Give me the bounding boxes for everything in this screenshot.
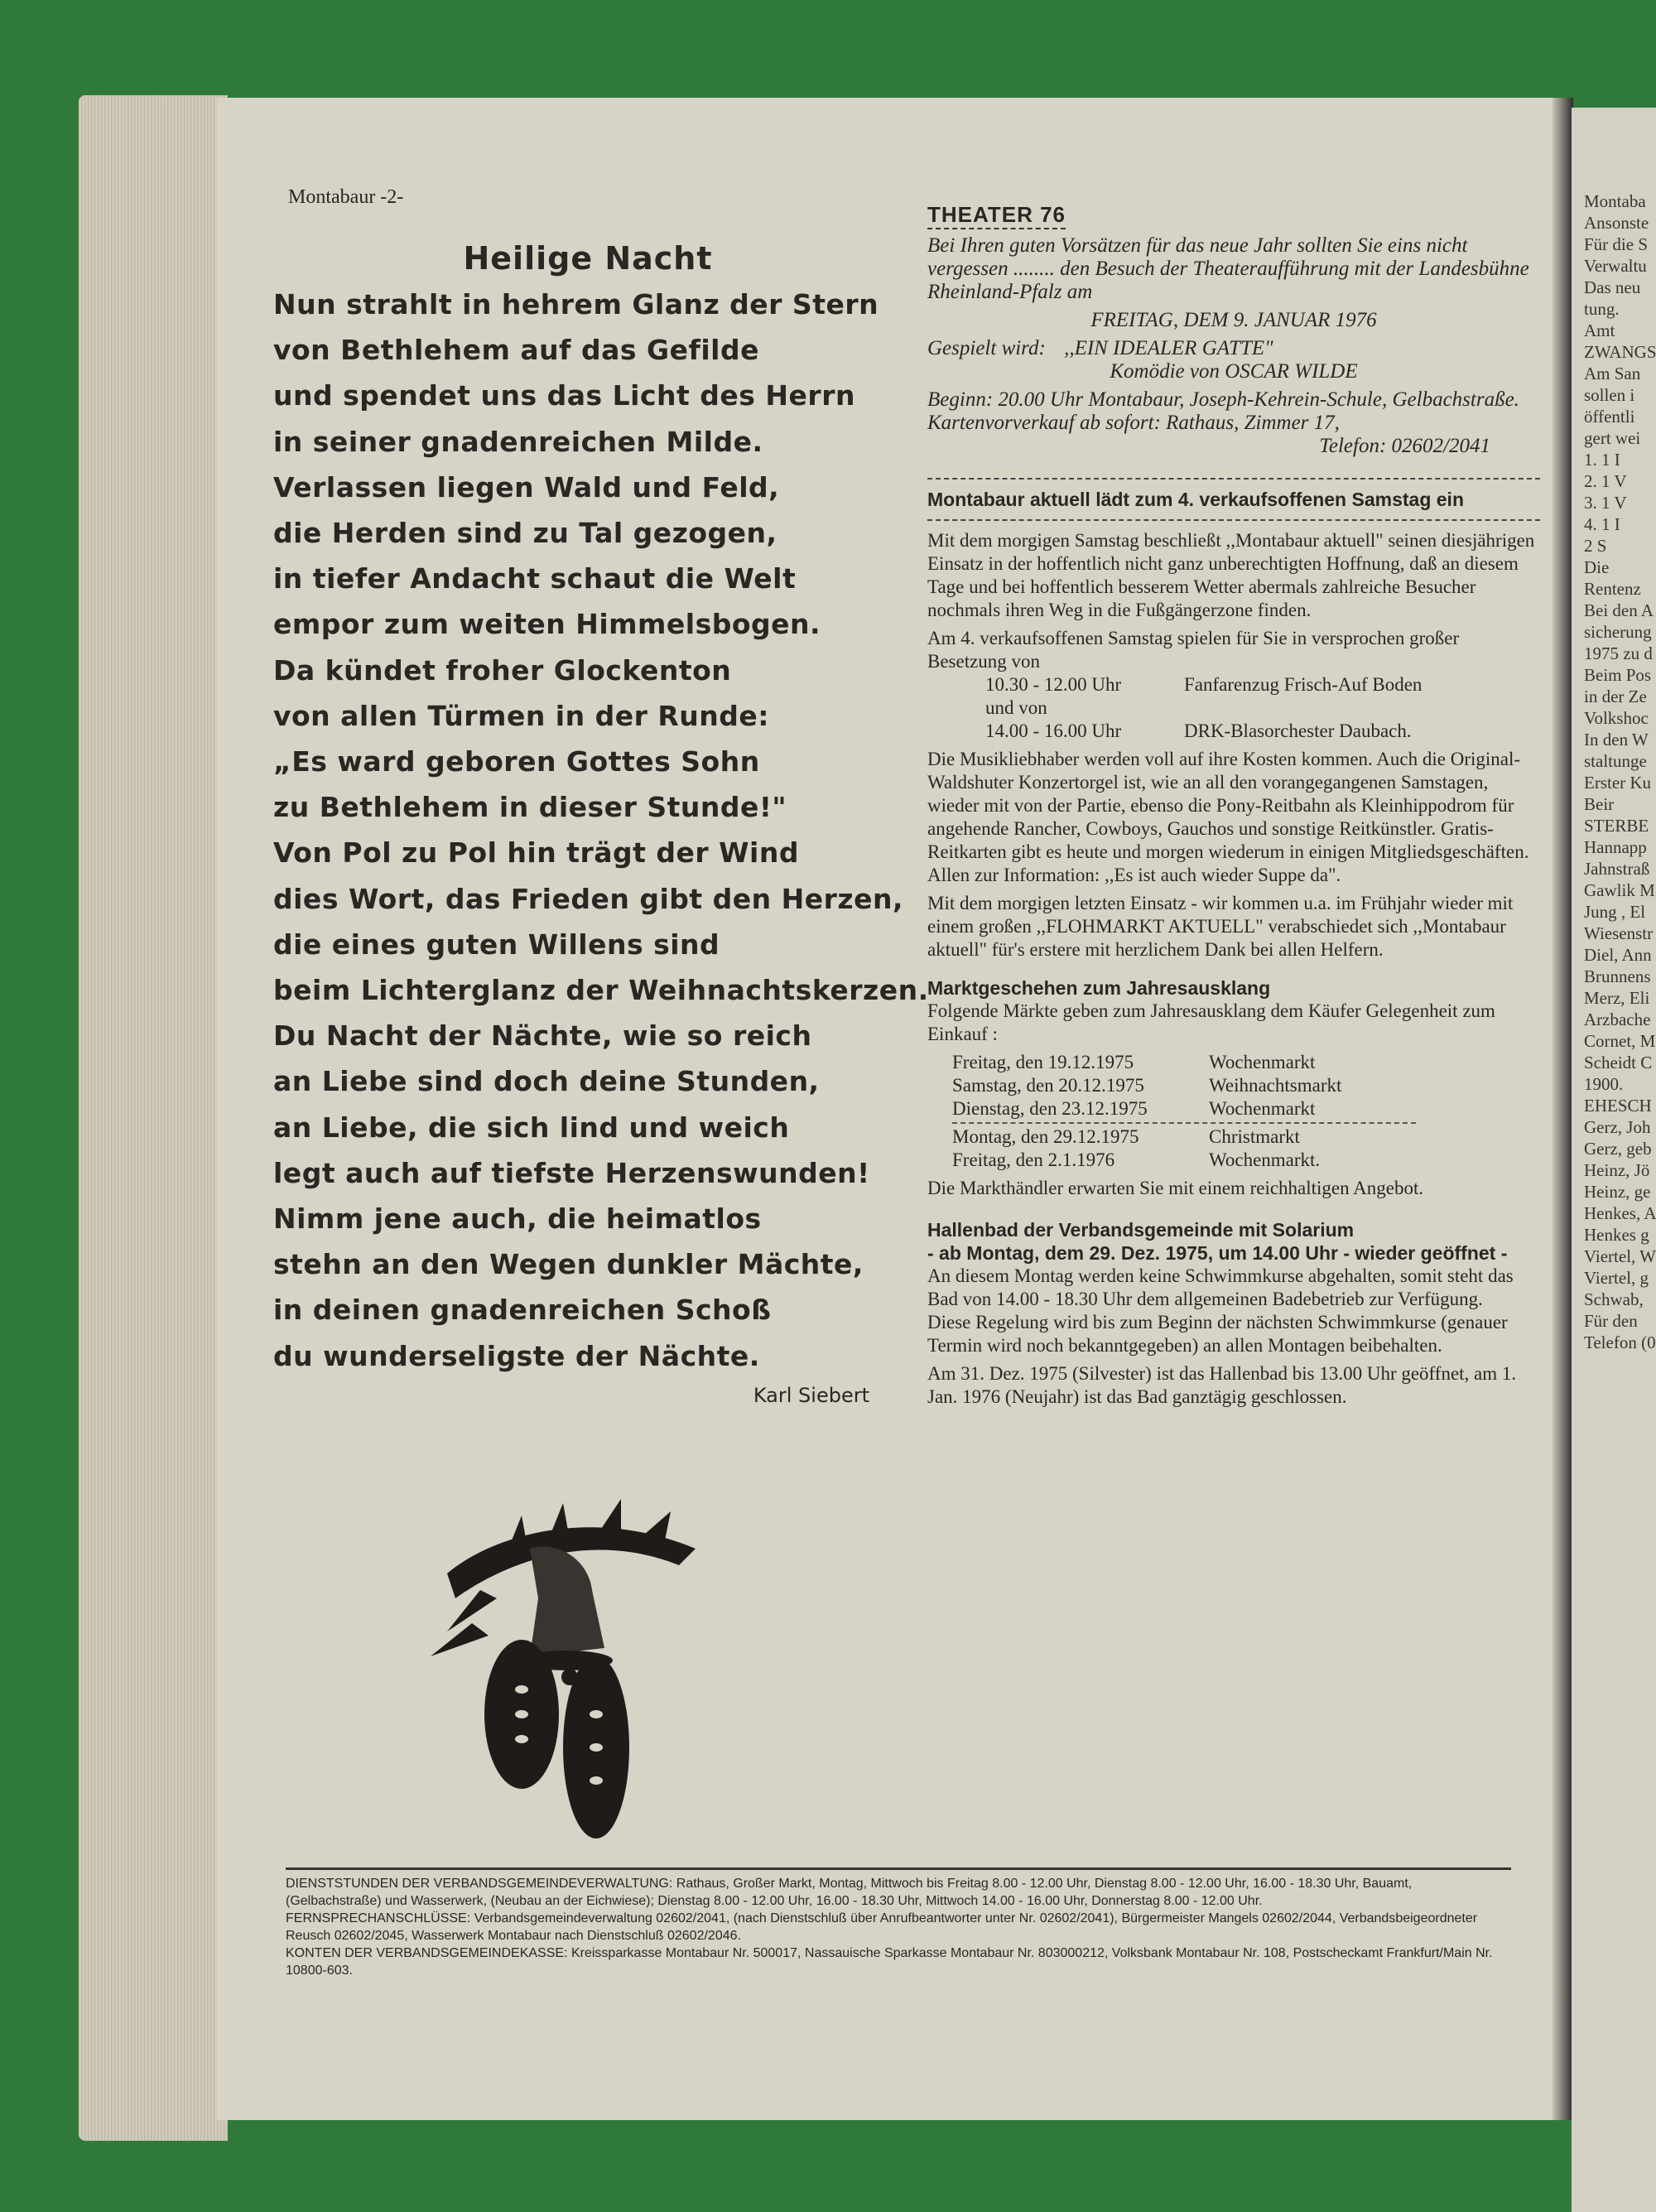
poem-line: Da kündet froher Glockenton bbox=[273, 653, 732, 687]
poem-line: Nimm jene auch, die heimatlos bbox=[273, 1202, 762, 1236]
markt-heading: Marktgeschehen zum Jahresausklang bbox=[927, 977, 1271, 999]
right-page-fragment-line: 4. 1 I bbox=[1584, 514, 1620, 534]
right-page-fragment-line: EHESCH bbox=[1584, 1096, 1652, 1116]
right-page-fragment-line: gert wei bbox=[1584, 428, 1641, 448]
right-page-fragment-line: 2 S bbox=[1584, 536, 1607, 556]
markt-type: Wochenmarkt bbox=[1209, 1098, 1316, 1119]
right-page-fragment-line: Für die S bbox=[1584, 234, 1649, 254]
poem-line: zu Bethlehem in dieser Stunde!" bbox=[273, 791, 787, 824]
poem-line: Verlassen liegen Wald und Feld, bbox=[273, 470, 780, 504]
theater-date: FREITAG, DEM 9. JANUAR 1976 bbox=[1090, 309, 1377, 331]
right-page-fragment-line: Cornet, M bbox=[1584, 1031, 1656, 1051]
poem-line: an Liebe sind doch deine Stunden, bbox=[273, 1065, 820, 1098]
markt-outro: Die Markthändler erwarten Sie mit einem reichhaltigen Angebot. bbox=[927, 1178, 1424, 1198]
poem-line: in deinen gnadenreichen Schoß bbox=[273, 1294, 772, 1327]
markt-date: Montag, den 29.12.1975 bbox=[952, 1126, 1139, 1147]
right-page-fragment-line: Jung , El bbox=[1584, 902, 1646, 922]
right-page-fragment-line: staltunge bbox=[1584, 751, 1647, 771]
right-page-fragment-line: 1900. bbox=[1584, 1074, 1624, 1094]
schedule-act: Fanfarenzug Frisch-Auf Boden bbox=[1184, 674, 1423, 695]
right-page-fragment-line: Gerz, geb bbox=[1584, 1139, 1652, 1159]
play-title: ,,EIN IDEALER GATTE" bbox=[1064, 337, 1273, 359]
right-page-fragment-line: sollen i bbox=[1584, 385, 1635, 405]
book-spine bbox=[1552, 98, 1573, 2120]
markt-type: Wochenmarkt. bbox=[1209, 1149, 1321, 1170]
poem-line: beim Lichterglanz der Weihnachtskerzen. bbox=[273, 974, 929, 1007]
right-page-fragment-line: Montaba bbox=[1584, 191, 1646, 211]
poem-line: von Bethlehem auf das Gefilde bbox=[273, 334, 759, 367]
right-page-fragment-line: Diel, Ann bbox=[1584, 945, 1652, 965]
markt-date: Freitag, den 2.1.1976 bbox=[952, 1149, 1115, 1170]
poem-line: legt auch auf tiefste Herzenswunden! bbox=[273, 1156, 870, 1189]
schedule-time: 14.00 - 16.00 Uhr bbox=[985, 720, 1122, 741]
right-page-fragment-line: Viertel, W bbox=[1584, 1246, 1656, 1266]
markt-table-1 bbox=[927, 1051, 1540, 1120]
markt-row bbox=[927, 1125, 1540, 1149]
markt-intro: Folgende Märkte geben zum Jahresausklang dem Käufer Gelegenheit zum Einkauf : bbox=[927, 1000, 1495, 1044]
markt-table-2 bbox=[927, 1125, 1540, 1172]
right-page-fragment-line: Volkshoc bbox=[1584, 708, 1649, 728]
poem-line: Nun strahlt in hehrem Glanz der Stern bbox=[273, 288, 879, 320]
hallenbad-p2: Diese Regelung wird bis zum Beginn der nächsten Schwimmkurse (genauer Termin wird noch bekanntgegeben) an allen Montagen beibehalten. bbox=[927, 1312, 1508, 1356]
poem-line: du wunderseligste der Nächte. bbox=[273, 1339, 760, 1372]
poem-line: in tiefer Andacht schaut die Welt bbox=[273, 562, 797, 595]
right-page-text-fragments bbox=[1572, 108, 1656, 1353]
poem-line: und spendet uns das Licht des Herrn bbox=[273, 379, 855, 412]
right-page-fragment-line: 1. 1 I bbox=[1584, 450, 1620, 470]
markt-row bbox=[927, 1097, 1540, 1120]
theater-tickets: Kartenvorverkauf ab sofort: Rathaus, Zimmer 17, bbox=[927, 412, 1340, 434]
right-page-fragment-line: Arzbache bbox=[1584, 1010, 1651, 1029]
aktuell-p1: Mit dem morgigen Samstag beschließt ,,Montabaur aktuell" seinen diesjährigen Einsatz in der hoffentlich nicht ganz unberechtigten Hoffnung, daß an diesem Tage und bei hoffentlich besserem Wetter abermals zahlreiche Besucher nochmals ihren Weg in die Fußgängerzone finden. bbox=[927, 530, 1535, 620]
right-page-fragment-line: Hannapp bbox=[1584, 837, 1647, 857]
poem bbox=[273, 240, 929, 1407]
right-page-fragment-line: Heinz, Jö bbox=[1584, 1160, 1650, 1180]
right-page-fragment-line: Schwab, bbox=[1584, 1289, 1644, 1309]
theater-intro: Bei Ihren guten Vorsätzen für das neue Jahr sollten Sie eins nicht vergessen ........ den Besuch der Theateraufführung mit der Landesbühne Rheinland-Pfalz am bbox=[927, 234, 1529, 303]
right-page-fragment-line: Henkes, A bbox=[1584, 1203, 1656, 1223]
hallenbad-p1: An diesem Montag werden keine Schwimmkurse abgehalten, somit steht das Bad von 14.00 - 18.30 Uhr dem allgemeinen Badebetrieb zur Verfügung. bbox=[927, 1265, 1514, 1309]
right-page-fragment-line: Die bbox=[1584, 557, 1610, 577]
divider bbox=[927, 478, 1540, 480]
poem-line: von allen Türmen in der Runde: bbox=[273, 699, 769, 732]
right-page-fragment-line: Bei den A bbox=[1584, 600, 1654, 620]
right-page-fragment-line: Telefon (0 bbox=[1584, 1333, 1656, 1352]
hallenbad-heading: Hallenbad der Verbandsgemeinde mit Solarium bbox=[927, 1219, 1355, 1241]
right-page-fragment-line: STERBE bbox=[1584, 816, 1649, 836]
play-author: Komödie von OSCAR WILDE bbox=[1110, 360, 1358, 383]
aktuell-p4: Allen zur Information: ,,Es ist auch wieder Suppe da". bbox=[927, 865, 1341, 885]
right-page-fragment-line: Heinz, ge bbox=[1584, 1182, 1651, 1202]
right-page-fragment-line: Amt bbox=[1584, 320, 1615, 340]
right-page-fragment-line: Beim Pos bbox=[1584, 665, 1652, 685]
hallenbad-subheading: - ab Montag, dem 29. Dez. 1975, um 14.00 Uhr - wieder geöffnet - bbox=[927, 1242, 1508, 1264]
page-footer bbox=[286, 1867, 1511, 1979]
right-page-fragment-line: Erster Ku bbox=[1584, 773, 1652, 793]
schedule-row bbox=[927, 720, 1540, 743]
divider bbox=[927, 519, 1540, 521]
aktuell-p3: Die Musikliebhaber werden voll auf ihre Kosten kommen. Auch die Original-Waldshuter Konzertorgel ist, wie an all den vorangegangenen Samstagen, wieder mit von der Partie, ebenso die Pony-Reitbahn als Kleinhippodrom für angehende Rancher, Cowboys, Gauchos und sonstige Reitkünstler. Gratis-Reitkarten gibt es heute und morgen wiederum in einigen Mitgliedsgeschäften. bbox=[927, 749, 1529, 862]
right-page-fragment-line: Wiesenstr bbox=[1584, 923, 1654, 943]
right-page-fragment-line: Das neu bbox=[1584, 277, 1641, 297]
schedule-time: 10.30 - 12.00 Uhr bbox=[985, 674, 1122, 695]
aktuell-p2: Am 4. verkaufsoffenen Samstag spielen für Sie in versprochen großer Besetzung von bbox=[927, 628, 1460, 672]
right-page-fragment-line: ZWANGS bbox=[1584, 342, 1656, 362]
poem-author: Karl Siebert bbox=[753, 1383, 869, 1407]
poem-line: die eines guten Willens sind bbox=[273, 928, 720, 961]
aktuell-heading: Montabaur aktuell lädt zum 4. verkaufsoffenen Samstag ein bbox=[927, 489, 1464, 510]
markt-row bbox=[927, 1051, 1540, 1074]
markt-date: Freitag, den 19.12.1975 bbox=[952, 1052, 1134, 1072]
right-page-fragment-line: Rentenz bbox=[1584, 579, 1641, 599]
poem-line: „Es ward geboren Gottes Sohn bbox=[273, 745, 760, 778]
right-page-fragment-line: öffentli bbox=[1584, 407, 1635, 426]
right-page-fragment-line: 3. 1 V bbox=[1584, 493, 1627, 513]
footer-fernsprech: FERNSPRECHANSCHLÜSSE: Verbandsgemeindeverwaltung 02602/2041, (nach Dienstschluß über Anrufbeantworter unter Nr. 02602/2041), Bürgermeister Mangels 02602/2044, Verbandsbeigeordneter Reusch 02602/2045, Wasserwerk Montabaur nach Dienstschluß 02602/2046. bbox=[286, 1911, 1478, 1943]
theater-play bbox=[927, 337, 1540, 360]
right-page-fragment-line: sicherung bbox=[1584, 622, 1652, 642]
right-page-fragment-line: In den W bbox=[1584, 730, 1649, 749]
right-page-fragment-line: Scheidt C bbox=[1584, 1053, 1653, 1072]
poem-line: stehn an den Wegen dunkler Mächte, bbox=[273, 1248, 864, 1281]
hallenbad-p3: Am 31. Dez. 1975 (Silvester) ist das Hallenbad bis 13.00 Uhr geöffnet, am 1. Jan. 1976 (Neujahr) ist das Bad ganztägig geschlossen. bbox=[927, 1363, 1517, 1407]
right-page-fragment-line: Merz, Eli bbox=[1584, 988, 1650, 1008]
schedule-act: DRK-Blasorchester Daubach. bbox=[1184, 720, 1412, 741]
poem-line: dies Wort, das Frieden gibt den Herzen, bbox=[273, 882, 904, 915]
poem-title: Heilige Nacht bbox=[463, 240, 713, 277]
theater-phone: Telefon: 02602/2041 bbox=[1319, 435, 1490, 457]
footer-konten: KONTEN DER VERBANDSGEMEINDEKASSE: Kreissparkasse Montabaur Nr. 500017, Nassauische Sparkasse Montabaur Nr. 803000212, Volksbank Montabaur Nr. 108, Postscheckamt Frankfurt/Main Nr. 10800-603. bbox=[286, 1946, 1493, 1978]
poem-line: die Herden sind zu Tal gezogen, bbox=[273, 517, 777, 550]
poem-line: in seiner gnadenreichen Milde. bbox=[273, 425, 763, 458]
markt-divider bbox=[952, 1122, 1416, 1124]
schedule-row bbox=[927, 673, 1540, 696]
right-page-fragment-line: Gawlik M bbox=[1584, 880, 1655, 900]
right-page-fragment-line: tung. bbox=[1584, 299, 1620, 319]
poem-lines bbox=[273, 282, 929, 1379]
theater-heading: THEATER 76 bbox=[927, 203, 1066, 229]
markt-type: Wochenmarkt bbox=[1209, 1052, 1316, 1072]
right-page-fragment-line: in der Ze bbox=[1584, 687, 1647, 706]
markt-type: Christmarkt bbox=[1209, 1126, 1300, 1147]
christmas-bell-ornament-icon bbox=[431, 1499, 704, 1855]
page-header: Montabaur -2- bbox=[288, 186, 404, 208]
right-page-fragment-line: Viertel, g bbox=[1584, 1268, 1649, 1288]
markt-date: Dienstag, den 23.12.1975 bbox=[952, 1098, 1148, 1119]
right-page-fragment-line: Brunnens bbox=[1584, 966, 1651, 986]
right-page-fragment-line: 2. 1 V bbox=[1584, 471, 1627, 491]
right-page-fragment-line: 1975 zu d bbox=[1584, 643, 1653, 663]
poem-line: Von Pol zu Pol hin trägt der Wind bbox=[273, 836, 799, 870]
right-page-fragment-line: Jahnstraß bbox=[1584, 859, 1650, 879]
markt-date: Samstag, den 20.12.1975 bbox=[952, 1075, 1144, 1096]
book-page-edges bbox=[79, 95, 228, 2141]
markt-row bbox=[927, 1074, 1540, 1097]
theater-begin: Beginn: 20.00 Uhr Montabaur, Joseph-Kehrein-Schule, Gelbachstraße. bbox=[927, 388, 1519, 411]
right-page-fragment-line: Verwaltu bbox=[1584, 256, 1647, 276]
poem-line: Du Nacht der Nächte, wie so reich bbox=[273, 1019, 812, 1053]
schedule-connector: und von bbox=[985, 697, 1047, 718]
poem-line: an Liebe, die sich lind und weich bbox=[273, 1111, 790, 1144]
markt-type: Weihnachtsmarkt bbox=[1209, 1075, 1342, 1096]
footer-dienststunden: DIENSTSTUNDEN DER VERBANDSGEMEINDEVERWALTUNG: Rathaus, Großer Markt, Montag, Mittwoch bis Freitag 8.00 - 12.00 Uhr, Dienstag 8.00 - 12.00 Uhr, 16.00 - 18.30 Uhr, Bauamt, (Gelbachstraße) und Wasserwerk, (Neubau an der Eichwiese); Dienstag 8.00 - 12.00 Uhr, 16.00 - 18.30 Uhr, Mittwoch 14.00 - 16.00 Uhr, Donnerstag 8.00 - 12.00 Uhr. bbox=[286, 1877, 1413, 1908]
right-page-fragment-line: Beir bbox=[1584, 794, 1615, 814]
right-page-fragment-line: Henkes g bbox=[1584, 1225, 1649, 1245]
right-page-fragment-line: Ansonste bbox=[1584, 213, 1649, 233]
played-label: Gespielt wird: bbox=[927, 337, 1046, 359]
right-page-fragment-line: Für den bbox=[1584, 1311, 1638, 1331]
poem-line: empor zum weiten Himmelsbogen. bbox=[273, 608, 821, 641]
aktuell-p5: Mit dem morgigen letzten Einsatz - wir kommen u.a. im Frühjahr wieder mit einem großen ,,FLOHMARKT AKTUELL" verabschiedet sich ,,Montabaur aktuell" für's erstere mit herzlichem Dank bei allen Helfern. bbox=[927, 893, 1514, 960]
right-page-fragment-line: Am San bbox=[1584, 364, 1641, 383]
markt-row bbox=[927, 1149, 1540, 1172]
right-page-fragment-line: Gerz, Joh bbox=[1584, 1117, 1651, 1137]
right-column bbox=[927, 203, 1540, 1409]
right-page-fragment bbox=[1572, 108, 1656, 2212]
